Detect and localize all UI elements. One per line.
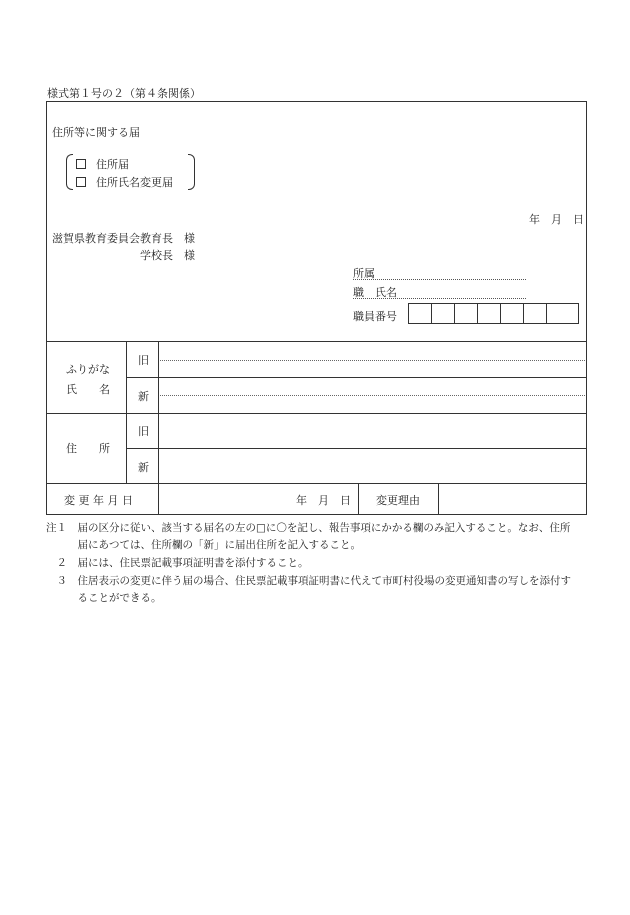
row-divider bbox=[46, 341, 587, 342]
position-name-field[interactable] bbox=[353, 298, 526, 299]
name-new-label: 新 bbox=[138, 390, 149, 403]
address-label: 住 所 bbox=[66, 442, 110, 455]
address-old-label: 旧 bbox=[138, 425, 149, 438]
form-heading: 住所等に関する届 bbox=[52, 126, 140, 139]
change-reason-field[interactable] bbox=[440, 485, 585, 513]
column-divider bbox=[158, 341, 159, 515]
option-address-name-change[interactable] bbox=[76, 174, 173, 190]
row-divider bbox=[126, 448, 587, 449]
column-divider bbox=[358, 483, 359, 515]
change-reason-label: 変更理由 bbox=[376, 494, 420, 507]
staff-number-label: 職員番号 bbox=[353, 310, 397, 323]
option-address[interactable] bbox=[76, 156, 129, 172]
form-number: 様式第１号の２（第４条関係） bbox=[47, 87, 201, 100]
staff-number-cell[interactable] bbox=[523, 303, 547, 324]
checkbox-icon[interactable] bbox=[76, 159, 86, 169]
column-divider bbox=[126, 341, 127, 483]
name-old-label: 旧 bbox=[138, 354, 149, 367]
change-date-field[interactable]: 年 月 日 bbox=[296, 494, 351, 507]
address-new-field[interactable] bbox=[160, 450, 585, 482]
checkbox-icon[interactable] bbox=[76, 177, 86, 187]
row-divider bbox=[46, 413, 587, 414]
staff-number-cell[interactable] bbox=[408, 303, 432, 324]
affiliation-label: 所属 bbox=[353, 267, 375, 280]
staff-number-cell[interactable] bbox=[546, 303, 579, 324]
note-1: 注１ 届の区分に従い、該当する届名の左の□に〇を記し、報告事項にかかる欄のみ記入すること。なお、住所 bbox=[46, 522, 571, 534]
option-label: 住所届 bbox=[96, 158, 129, 171]
note-2: ２ 届には、住民票記載事項証明書を添付すること。 bbox=[46, 557, 309, 569]
name-old-field[interactable] bbox=[160, 343, 585, 376]
staff-number-cell[interactable] bbox=[477, 303, 501, 324]
address-old-field[interactable] bbox=[160, 415, 585, 447]
name-new-field[interactable] bbox=[160, 379, 585, 412]
addressee-board: 滋賀県教育委員会教育長 様 bbox=[52, 232, 195, 245]
furigana-label: ふりがな bbox=[66, 363, 110, 376]
note-3: ３ 住居表示の変更に伴う届の場合、住民票記載事項証明書に代えて市町村役場の変更通知書の写しを添付す bbox=[46, 575, 571, 587]
note-1-cont: 届にあつては、住所欄の「新」に届出住所を記入すること。 bbox=[46, 539, 361, 551]
position-name-label: 職 氏名 bbox=[353, 286, 397, 299]
right-brace bbox=[188, 154, 195, 190]
column-divider bbox=[438, 483, 439, 515]
affiliation-field[interactable] bbox=[353, 279, 526, 280]
address-new-label: 新 bbox=[138, 461, 149, 474]
name-label: 氏 名 bbox=[66, 383, 110, 396]
change-date-label: 変 更 年 月 日 bbox=[64, 494, 133, 507]
staff-number-cell[interactable] bbox=[500, 303, 524, 324]
note-3-cont: ることができる。 bbox=[46, 592, 162, 604]
row-divider bbox=[46, 483, 587, 484]
submission-date: 年 月 日 bbox=[529, 213, 584, 226]
staff-number-cell[interactable] bbox=[454, 303, 478, 324]
left-brace bbox=[66, 154, 73, 190]
option-label: 住所氏名変更届 bbox=[96, 176, 173, 189]
staff-number-cell[interactable] bbox=[431, 303, 455, 324]
row-divider bbox=[126, 377, 587, 378]
addressee-principal: 学校長 様 bbox=[140, 249, 195, 262]
